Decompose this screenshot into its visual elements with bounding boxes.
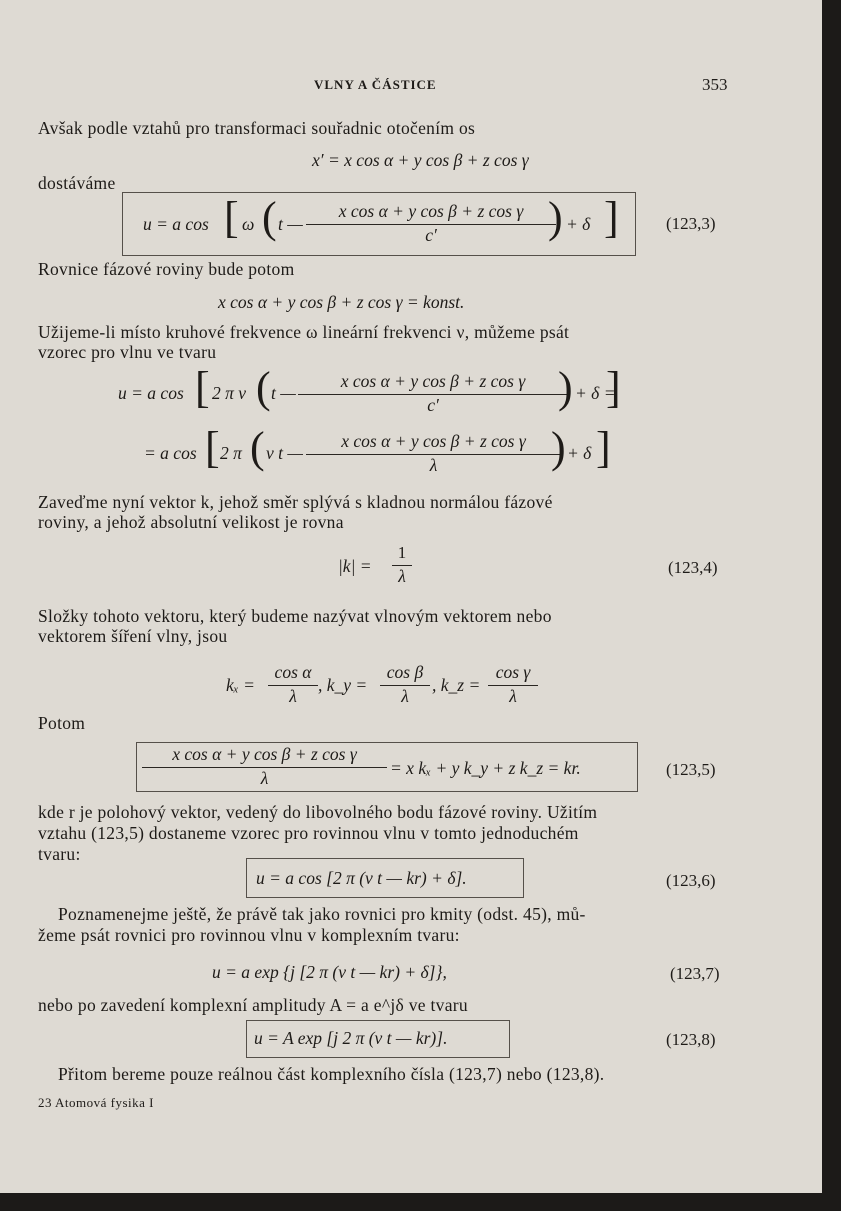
bracket-close: ] [596, 423, 611, 472]
k-magnitude: |k| = [338, 556, 372, 576]
paragraph-text: Avšak podle vztahů pro transformaci souřadnic otočením os [38, 118, 476, 138]
fraction-numerator: cos β [386, 662, 424, 682]
equation-label: (123,5) [666, 760, 716, 779]
bracket-open: [ [195, 363, 210, 412]
fraction [380, 662, 430, 707]
bracket-close: ] [606, 363, 621, 412]
paragraph-text: Zaveďme nyní vektor k, jehož směr splývá s kladnou normálou fázové [38, 492, 553, 512]
paren-open: ( [250, 423, 265, 472]
paragraph-text: nebo po zavedení komplexní amplitudy A = a e^jδ ve tvaru [38, 995, 468, 1015]
bracket-open: [ [205, 423, 220, 472]
paragraph-text: roviny, a jehož absolutní velikost je rovna [38, 512, 344, 532]
fraction [142, 744, 387, 789]
kx-term: kₓ = [226, 675, 255, 695]
equation-label: (123,3) [666, 214, 716, 233]
equation-label: (123,8) [666, 1030, 716, 1049]
time-term: t — [271, 383, 296, 403]
fraction-denominator: λ [488, 685, 538, 707]
paragraph-text: Přitom bereme pouze reálnou část komplexního čísla (123,7) nebo (123,8). [58, 1064, 605, 1084]
paren-close: ) [551, 423, 566, 472]
delta-term: + δ [566, 214, 591, 234]
fraction-numerator: 1 [397, 543, 407, 562]
fraction-numerator: cos α [274, 662, 312, 682]
equation-1238: u = A exp [j 2 π (ν t — kr)]. [254, 1028, 448, 1048]
paragraph-text: vzorec pro vlnu ve tvaru [38, 342, 217, 362]
equation-xprime: x′ = x cos α + y cos β + z cos γ [312, 150, 529, 170]
fraction [268, 662, 318, 707]
equation-label: (123,4) [668, 558, 718, 577]
delta-term: + δ = [575, 383, 616, 403]
paragraph-text: Složky tohoto vektoru, který budeme nazývat vlnovým vektorem nebo [38, 606, 552, 626]
paragraph-text: tvaru: [38, 844, 81, 864]
fraction-numerator: x cos α + y cos β + z cos γ [338, 201, 524, 221]
equation-label: (123,6) [666, 871, 716, 890]
equation-1236: u = a cos [2 π (ν t — kr) + δ]. [256, 868, 467, 888]
paragraph-text: Užijeme-li místo kruhové frekvence ω lineární frekvenci ν, můžeme psát [38, 322, 570, 342]
paragraph-text: vektorem šíření vlny, jsou [38, 626, 228, 646]
fraction [306, 201, 556, 246]
paren-open: ( [256, 363, 271, 412]
two-pi-nu: 2 π ν [212, 383, 247, 403]
bracket-open: [ [224, 193, 239, 242]
page-number: 353 [702, 75, 728, 94]
omega-symbol: ω [242, 214, 255, 234]
fraction [488, 662, 538, 707]
fraction [392, 543, 412, 587]
fraction-numerator: cos γ [495, 662, 531, 682]
paragraph-text: vztahu (123,5) dostaneme vzorec pro rovinnou vlnu v tomto jednoduchém [38, 823, 579, 843]
fraction-denominator: λ [268, 685, 318, 707]
paren-close: ) [558, 363, 573, 412]
fraction-denominator: λ [380, 685, 430, 707]
equation-lhs: u = a cos [143, 214, 209, 234]
paragraph-text: Potom [38, 713, 86, 733]
paragraph-text: Poznamenejme ještě, že právě tak jako rovnici pro kmity (odst. 45), mů- [58, 904, 586, 924]
two-pi: 2 π [220, 443, 242, 463]
fraction-denominator: λ [392, 565, 412, 587]
fraction-denominator: λ [306, 454, 561, 476]
paren-close: ) [548, 193, 563, 242]
equation-lhs: u = a cos [118, 383, 184, 403]
paren-open: ( [262, 193, 277, 242]
equation-1237: u = a exp {j [2 π (ν t — kr) + δ]}, [212, 962, 447, 982]
fraction-numerator: x cos α + y cos β + z cos γ [340, 371, 526, 391]
paragraph-text: dostáváme [38, 173, 116, 193]
time-term: t — [278, 214, 303, 234]
kz-term: , k_z = [432, 675, 481, 695]
equation-lhs: = a cos [144, 443, 197, 463]
bracket-close: ] [604, 193, 619, 242]
fraction-numerator: x cos α + y cos β + z cos γ [172, 744, 357, 764]
ky-term: , k_y = [318, 675, 368, 695]
fraction-denominator: c′ [306, 224, 556, 246]
fraction [306, 431, 561, 476]
paragraph-text: žeme psát rovnici pro rovinnou vlnu v komplexním tvaru: [38, 925, 460, 945]
signature-mark: 23 Atomová fysika I [38, 1095, 155, 1110]
running-header: VLNY A ČÁSTICE [314, 77, 437, 92]
equation-rhs: = x kₓ + y k_y + z k_z = kr. [390, 758, 581, 778]
fraction-denominator: λ [142, 767, 387, 789]
time-term: ν t — [266, 443, 303, 463]
fraction-numerator: x cos α + y cos β + z cos γ [341, 431, 526, 451]
fraction-denominator: c′ [298, 394, 568, 416]
paragraph-text: Rovnice fázové roviny bude potom [38, 259, 295, 279]
paragraph-text: kde r je polohový vektor, vedený do libovolného bodu fázové roviny. Užitím [38, 802, 598, 822]
delta-term: + δ [567, 443, 592, 463]
fraction [298, 371, 568, 416]
equation-konst: x cos α + y cos β + z cos γ = konst. [218, 292, 465, 312]
equation-label: (123,7) [670, 964, 720, 983]
